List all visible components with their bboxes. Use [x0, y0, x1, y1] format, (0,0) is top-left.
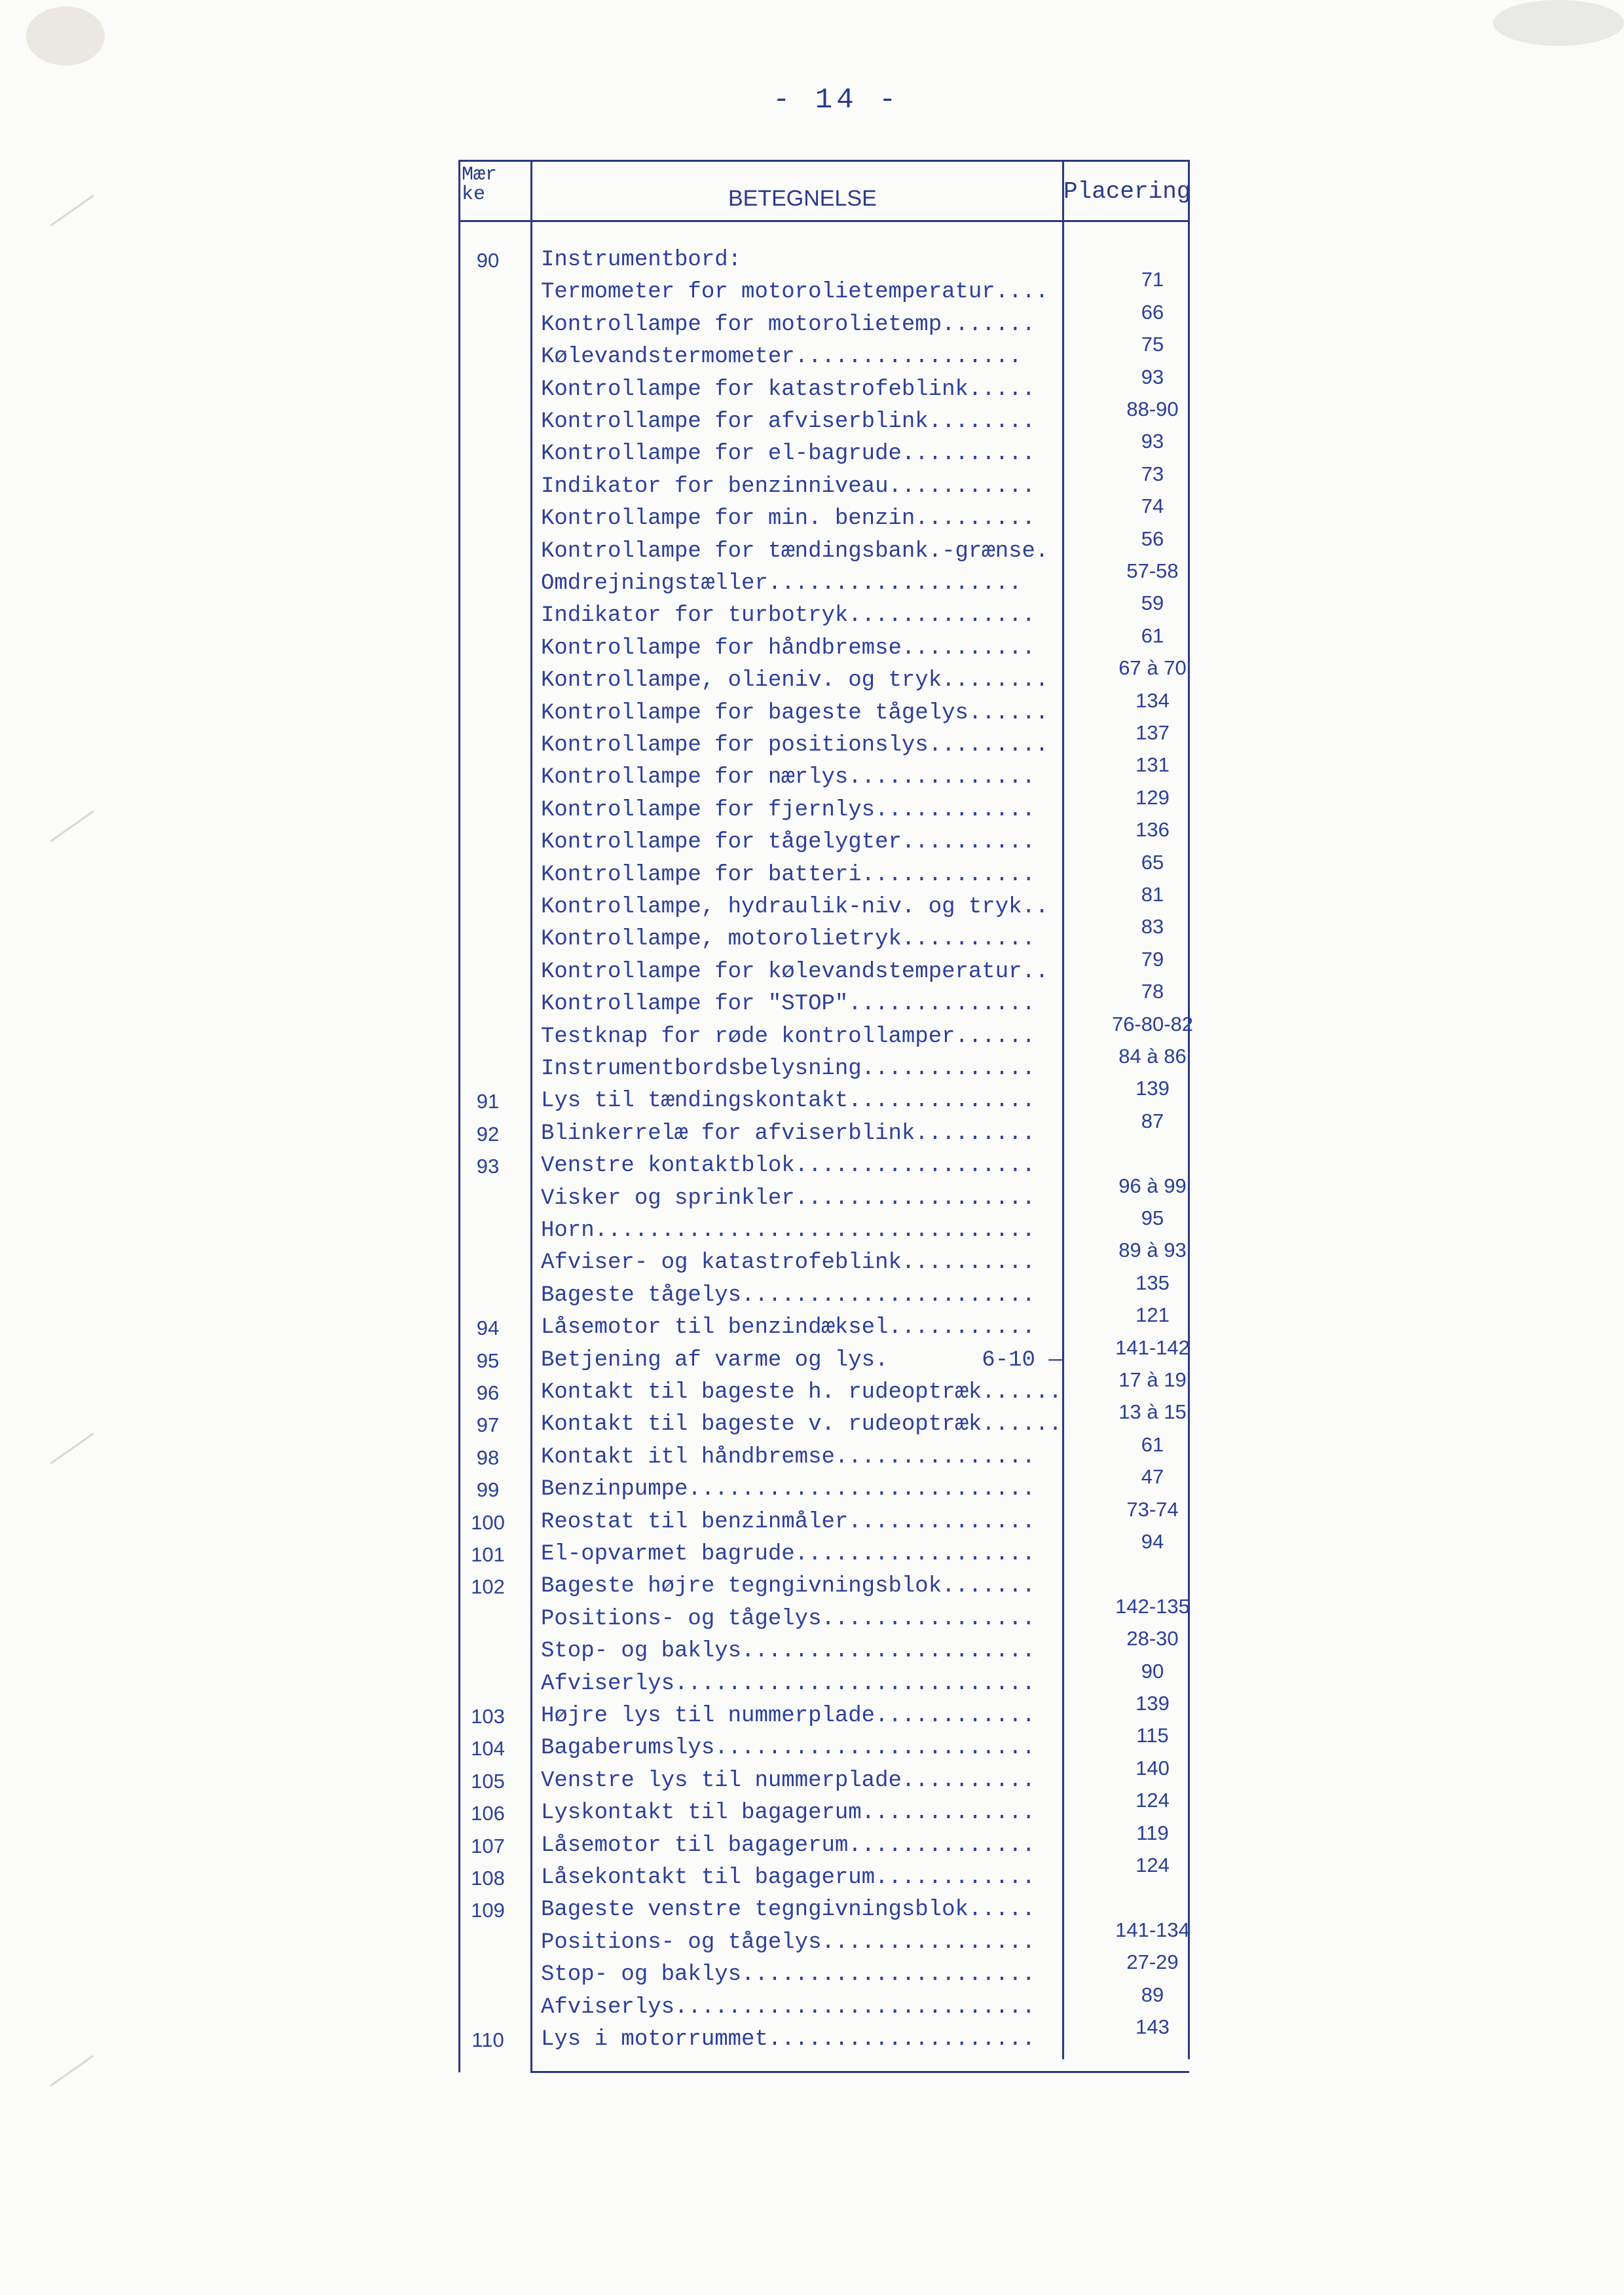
- row-description: Bageste højre tegngivningsblok.......: [541, 1574, 1035, 1599]
- row-placering: 76-80-82: [1111, 1012, 1194, 1036]
- row-description: Instrumentbordsbelysning.............: [541, 1056, 1035, 1081]
- row-description: Kontrollampe for el-bagrude..........: [541, 441, 1035, 467]
- row-placering: 83: [1141, 915, 1164, 939]
- row-description: Indikator for turbotryk..............: [541, 603, 1035, 629]
- header-betegnelse: BETEGNELSE: [728, 186, 877, 211]
- row-mark: 107: [471, 1834, 505, 1857]
- row-placering: 56: [1141, 527, 1164, 550]
- row-placering: 66: [1141, 300, 1164, 324]
- row-description: Kontrollampe for motorolietemp.......: [541, 312, 1035, 337]
- row-placering: 141-142: [1115, 1335, 1190, 1359]
- row-description: Afviser- og katastrofeblink..........: [541, 1250, 1035, 1276]
- row-mark: 91: [476, 1090, 500, 1113]
- row-placering: 135: [1135, 1271, 1170, 1294]
- row-description: Kontrollampe for tågelygter..........: [541, 830, 1035, 855]
- row-placering: 139: [1135, 1692, 1170, 1715]
- row-placering: 89 à 93: [1118, 1239, 1187, 1262]
- row-description: Kontrollampe for fjernlys............: [541, 797, 1035, 823]
- row-placering: 94: [1141, 1530, 1164, 1553]
- row-description: Kontakt til bageste v. rudeoptræk......: [541, 1412, 1062, 1438]
- row-placering: 96 à 99: [1118, 1174, 1187, 1197]
- row-placering: 124: [1135, 1854, 1170, 1876]
- table-row: [458, 1530, 1210, 1572]
- stain-top-right: [1493, 0, 1624, 46]
- row-mark: 104: [471, 1737, 505, 1761]
- row-mark: 90: [476, 249, 500, 272]
- row-description: Instrumentbord:: [541, 248, 742, 272]
- row-description: Låsemotor til benzindæksel...........: [541, 1315, 1035, 1341]
- row-placering: 119: [1136, 1821, 1169, 1844]
- table-row: [458, 1109, 1210, 1151]
- row-placering: 73-74: [1126, 1497, 1179, 1521]
- row-placering: 88-90: [1126, 398, 1179, 420]
- row-description: Bageste tågelys......................: [541, 1282, 1035, 1308]
- row-description: Venstre lys til nummerplade..........: [541, 1768, 1035, 1793]
- row-mark: 99: [476, 1478, 500, 1502]
- row-placering: 81: [1141, 883, 1164, 906]
- row-description: Betjening af varme og lys. 6-10 —: [541, 1347, 1062, 1373]
- row-mark: 94: [476, 1316, 500, 1340]
- punch-mark-1: [50, 195, 94, 226]
- row-description: Omdrejningstæller...................: [541, 571, 1022, 596]
- row-description: Afviserlys...........................: [541, 1671, 1035, 1696]
- header-mark: Mær ke: [462, 164, 498, 206]
- row-description: Benzinpumpe..........................: [541, 1477, 1035, 1502]
- row-placering: 84 à 86: [1118, 1045, 1187, 1068]
- row-description: Reostat til benzinmåler..............: [541, 1509, 1035, 1535]
- row-description: Kontrollampe for afviserblink........: [541, 409, 1035, 434]
- row-description: Højre lys til nummerplade............: [541, 1704, 1035, 1728]
- page-number: - 14 -: [773, 84, 900, 117]
- row-placering: 136: [1135, 818, 1170, 842]
- table-row: [458, 1854, 1210, 1895]
- row-mark: 110: [471, 2028, 504, 2051]
- row-placering: 65: [1141, 850, 1164, 874]
- row-placering: 137: [1135, 721, 1170, 744]
- punch-mark-3: [50, 1432, 94, 1464]
- row-mark: 101: [471, 1543, 505, 1566]
- row-placering: 78: [1141, 980, 1164, 1003]
- row-description: Lys til tændingskontakt..............: [541, 1089, 1035, 1114]
- row-placering: 121: [1135, 1303, 1170, 1327]
- row-description: Kontrollampe for min. benzin.........: [541, 506, 1035, 532]
- row-mark: 92: [476, 1122, 500, 1146]
- row-placering: 129: [1135, 785, 1170, 809]
- row-description: Visker og sprinkler..................: [541, 1185, 1035, 1211]
- table-top-border: [458, 160, 1189, 162]
- row-description: Stop- og baklys......................: [541, 1962, 1035, 1988]
- row-description: Afviserlys...........................: [541, 1994, 1035, 2020]
- row-placering: 67 à 70: [1118, 656, 1187, 680]
- row-mark: 109: [471, 1899, 505, 1922]
- row-mark: 106: [471, 1802, 505, 1825]
- header-bottom-border: [458, 220, 1189, 222]
- row-placering: 131: [1135, 753, 1170, 777]
- row-description: Venstre kontaktblok..................: [541, 1153, 1035, 1179]
- row-description: Bagaberumslys........................: [541, 1736, 1035, 1761]
- row-placering: 139: [1135, 1077, 1170, 1100]
- row-placering: 90: [1141, 1659, 1164, 1683]
- row-mark: 108: [471, 1867, 505, 1890]
- table-row: [458, 2015, 1210, 2057]
- row-description: Kontrollampe, hydraulik-niv. og tryk..: [541, 895, 1049, 920]
- row-placering: 74: [1141, 494, 1164, 518]
- row-description: Kontrollampe for nærlys..............: [541, 765, 1035, 791]
- row-description: Positions- og tågelys................: [541, 1930, 1035, 1955]
- row-description: Kølevandstermometer.................: [541, 345, 1022, 370]
- row-mark: 102: [471, 1575, 505, 1599]
- row-description: El-opvarmet bagrude..................: [541, 1542, 1035, 1567]
- header-placering: Placering: [1063, 178, 1191, 205]
- row-placering: 13 à 15: [1118, 1400, 1187, 1424]
- row-placering: 28-30: [1126, 1627, 1179, 1651]
- row-description: Testknap for røde kontrollamper......: [541, 1024, 1035, 1049]
- table-bottom-border: [530, 2071, 1189, 2073]
- row-placering: 71: [1141, 268, 1164, 291]
- row-mark: 100: [471, 1510, 505, 1534]
- row-placering: 79: [1141, 947, 1164, 971]
- row-description: Blinkerrelæ for afviserblink.........: [541, 1121, 1035, 1146]
- punch-mark-2: [50, 810, 94, 842]
- row-description: Lys i motorrummet....................: [541, 2027, 1035, 2052]
- row-placering: 142-135: [1115, 1594, 1190, 1618]
- row-placering: 87: [1141, 1109, 1164, 1132]
- row-description: Kontrollampe for håndbremse..........: [541, 635, 1035, 661]
- row-mark: 96: [476, 1381, 500, 1404]
- stain-top-left: [26, 7, 105, 65]
- row-description: Låsekontakt til bagagerum............: [541, 1865, 1035, 1890]
- row-description: Bageste venstre tegngivningsblok.....: [541, 1897, 1035, 1923]
- row-placering: 115: [1136, 1724, 1169, 1747]
- row-placering: 17 à 19: [1118, 1368, 1187, 1391]
- row-placering: 61: [1141, 624, 1164, 647]
- row-placering: 93: [1141, 430, 1164, 453]
- row-description: Kontakt til bageste h. rudeoptræk......: [541, 1380, 1062, 1405]
- row-description: Kontrollampe for katastrofeblink.....: [541, 377, 1035, 402]
- row-placering: 124: [1135, 1789, 1170, 1812]
- row-description: Kontrollampe for kølevandstemperatur..: [541, 959, 1049, 984]
- row-description: Indikator for benzinniveau...........: [541, 474, 1035, 499]
- row-description: Lyskontakt til bagagerum.............: [541, 1801, 1035, 1826]
- row-mark: 97: [476, 1413, 500, 1437]
- row-description: Stop- og baklys......................: [541, 1639, 1035, 1664]
- row-placering: 93: [1141, 365, 1164, 388]
- row-placering: 73: [1141, 462, 1164, 485]
- row-description: Kontrollampe, olieniv. og tryk........: [541, 668, 1049, 694]
- row-placering: 61: [1141, 1432, 1164, 1456]
- row-placering: 75: [1141, 333, 1164, 356]
- row-mark: 103: [471, 1705, 505, 1728]
- row-placering: 57-58: [1126, 559, 1179, 582]
- row-description: Termometer for motorolietemperatur....: [541, 280, 1049, 305]
- row-description: Låsemotor til bagagerum..............: [541, 1833, 1035, 1858]
- row-placering: 134: [1135, 688, 1170, 712]
- row-placering: 27-29: [1126, 1950, 1179, 1974]
- row-mark: 105: [471, 1769, 505, 1793]
- row-placering: 47: [1141, 1465, 1164, 1489]
- row-placering: 143: [1135, 2015, 1170, 2038]
- row-description: Kontrollampe for positionslys.........: [541, 733, 1049, 758]
- row-description: Kontrollampe for batteri.............: [541, 862, 1035, 887]
- row-description: Kontrollampe for "STOP"..............: [541, 992, 1035, 1017]
- row-placering: 95: [1141, 1206, 1164, 1229]
- row-description: Kontakt itl håndbremse...............: [541, 1444, 1035, 1470]
- row-description: Kontrollampe for bageste tågelys......: [541, 700, 1049, 726]
- row-placering: 59: [1141, 591, 1164, 615]
- row-description: Horn.................................: [541, 1218, 1035, 1243]
- punch-mark-4: [50, 2055, 94, 2086]
- row-placering: 140: [1135, 1756, 1170, 1780]
- row-placering: 89: [1141, 1983, 1164, 2006]
- row-mark: 93: [476, 1155, 500, 1178]
- parts-table: [458, 160, 1210, 2075]
- row-placering: 141-134: [1115, 1918, 1190, 1941]
- row-mark: 95: [476, 1349, 500, 1372]
- row-description: Positions- og tågelys................: [541, 1606, 1035, 1632]
- row-description: Kontrollampe for tændingsbank.-grænse.: [541, 538, 1049, 564]
- row-mark: 98: [476, 1446, 500, 1469]
- row-description: Kontrollampe, motorolietryk..........: [541, 927, 1035, 952]
